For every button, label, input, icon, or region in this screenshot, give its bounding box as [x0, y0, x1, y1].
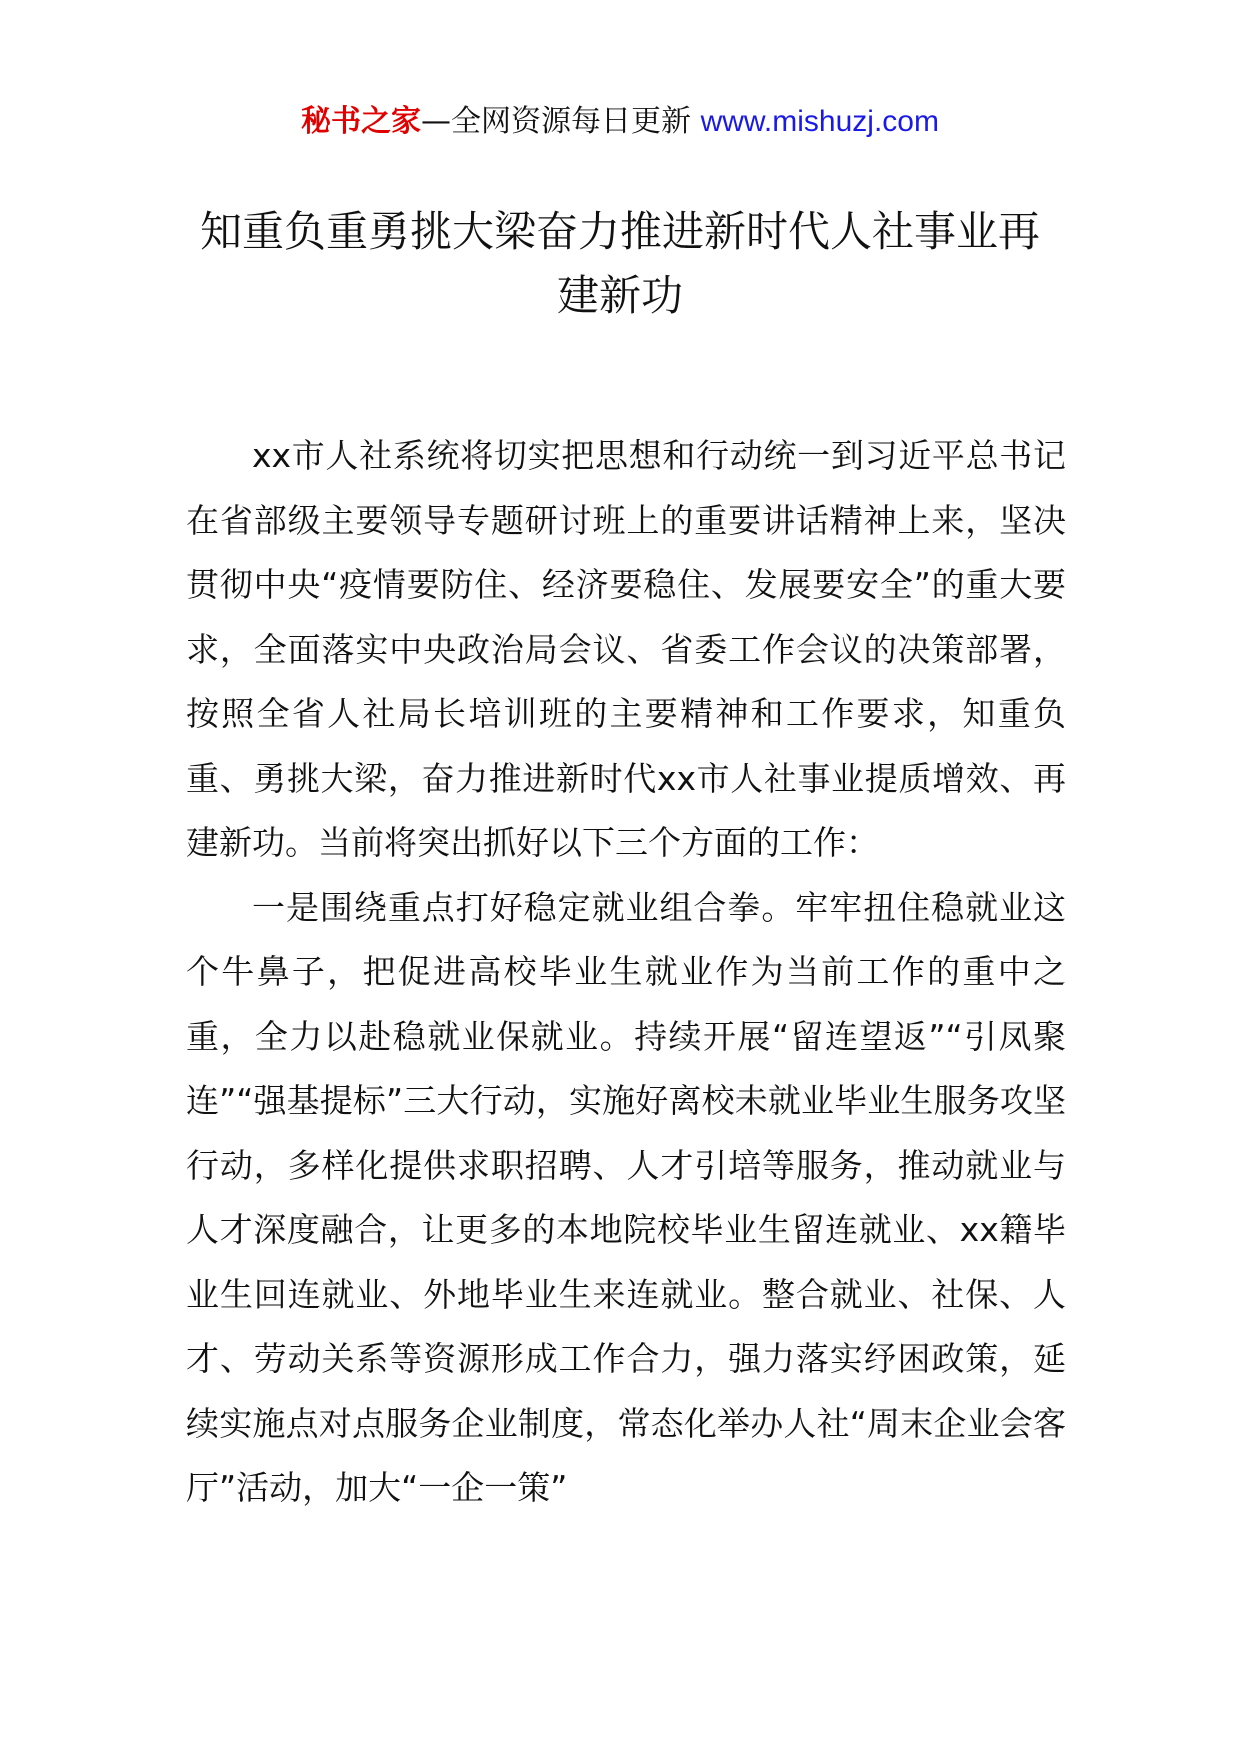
site-tagline: —全网资源每日更新 — [421, 104, 692, 139]
site-brand: 秘书之家 — [301, 104, 422, 139]
document-body — [186, 424, 1066, 1521]
site-url-link[interactable]: www.mishuzj.com — [700, 105, 939, 138]
site-header — [0, 100, 1240, 144]
paragraph-employment: 一是围绕重点打好稳定就业组合拳。牢牢扭住稳就业这个牛鼻子，把促进高校毕业生就业作为当前工作的重中之重，全力以赴稳就业保就业。持续开展“留连望返”“引凤聚连”“强基提标”三大行动，实施好离校未就业毕业生服务攻坚行动，多样化提供求职招聘、人才引培等服务，推动就业与人才深度融合，让更多的本地院校毕业生留连就业、xx籍毕业生回连就业、外地毕业生来连就业。整合就业、社保、人才、劳动关系等资源形成工作合力，强力落实纾困政策，延续实施点对点服务企业制度，常态化举办人社“周末企业会客厅”活动，加大“一企一策” — [186, 887, 1066, 1507]
paragraph-intro: xx市人社系统将切实把思想和行动统一到习近平总书记在省部级主要领导专题研讨班上的重要讲话精神上来，坚决贯彻中央“疫情要防住、经济要稳住、发展要安全”的重大要求，全面落实中央政治局会议、省委工作会议的决策部署，按照全省人社局长培训班的主要精神和工作要求，知重负重、勇挑大梁，奋力推进新时代xx市人社事业提质增效、再建新功。当前将突出抓好以下三个方面的工作： — [186, 436, 1066, 862]
document-title: 知重负重勇挑大梁奋力推进新时代人社事业再建新功 — [199, 207, 1040, 320]
